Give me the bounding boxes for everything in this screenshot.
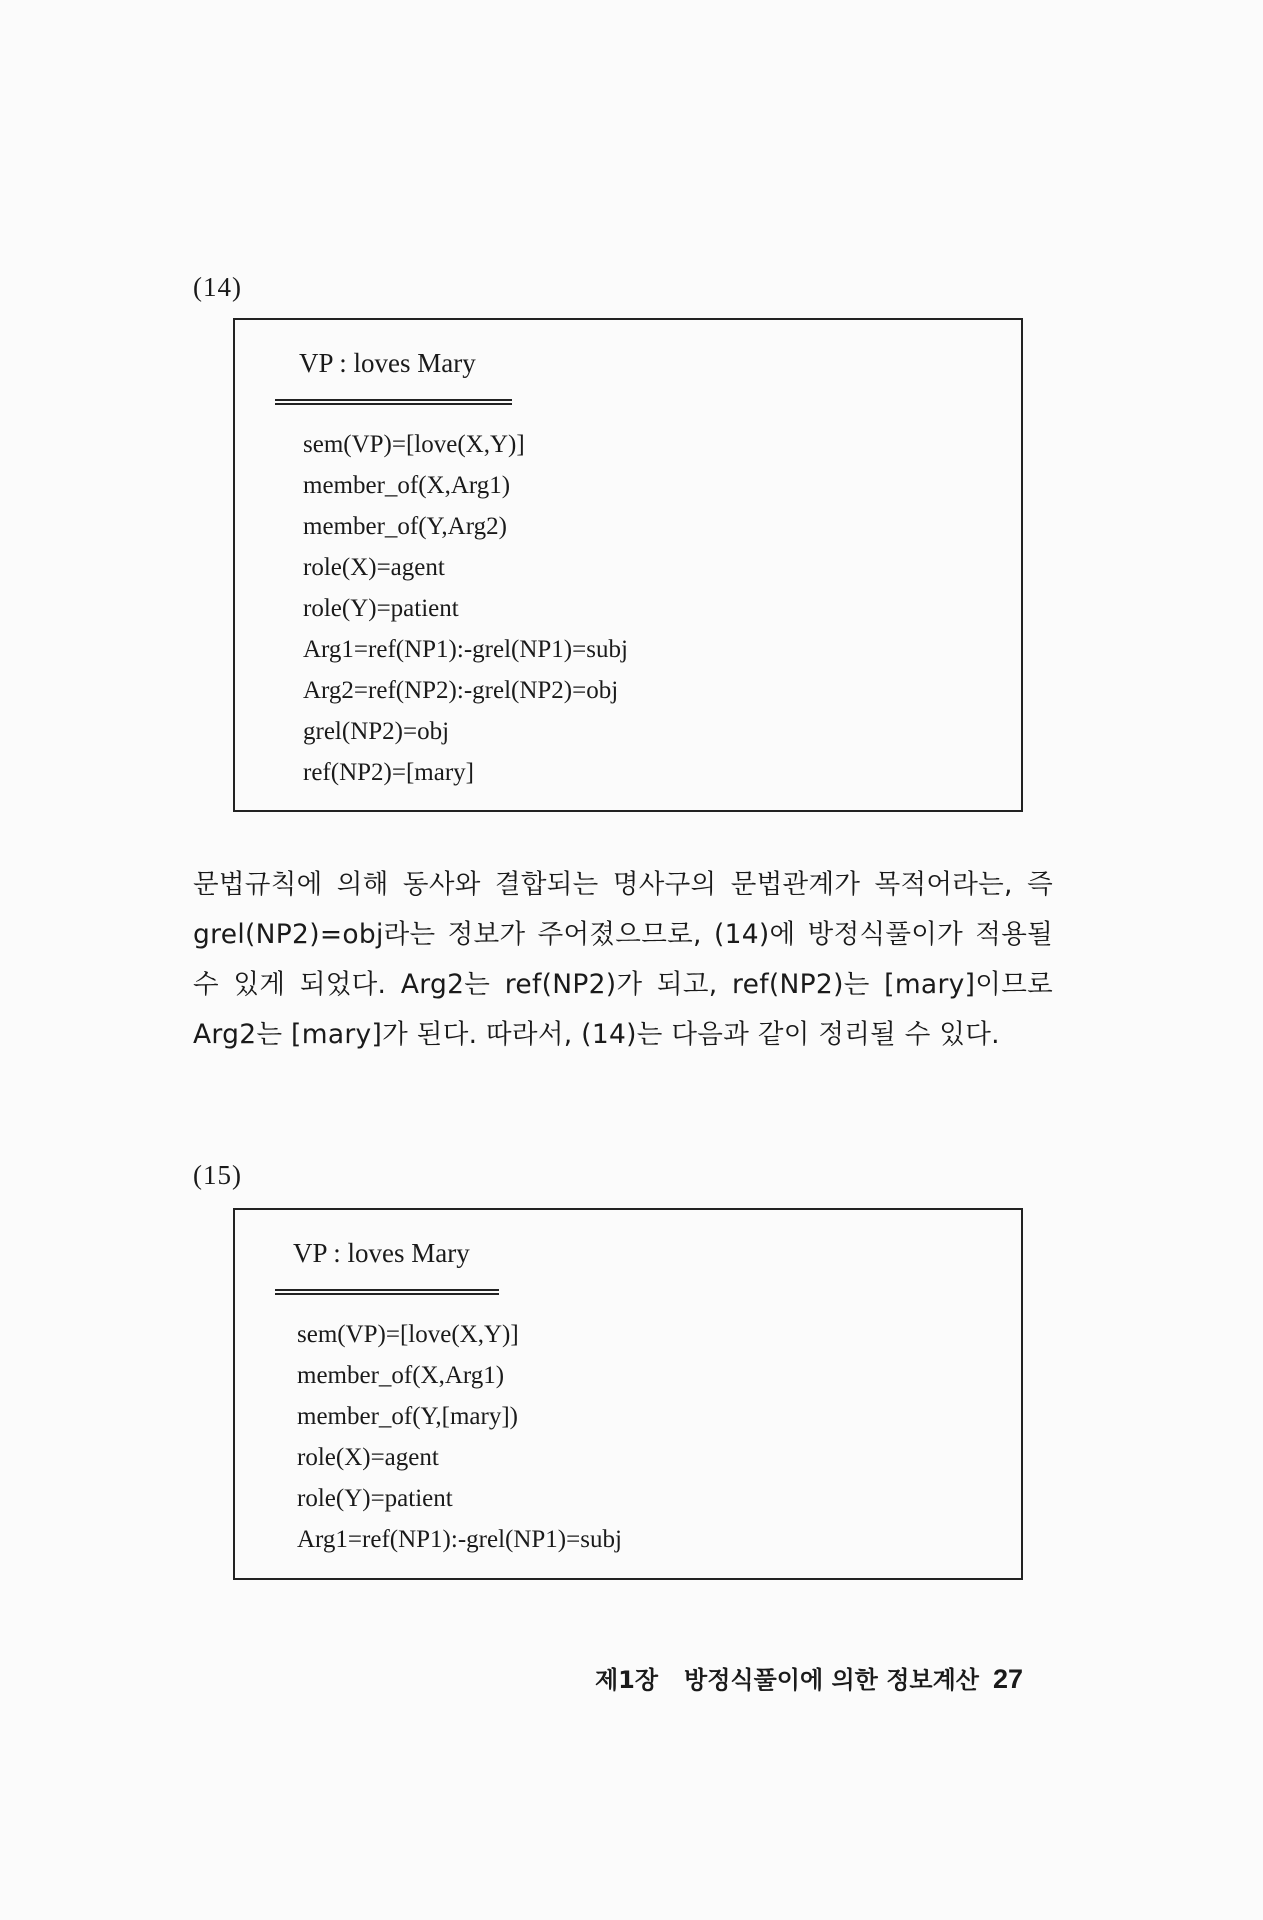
double-rule-divider — [275, 399, 512, 405]
body-paragraph: 문법규칙에 의해 동사와 결합되는 명사구의 문법관계가 목적어라는, 즉 grel(NP2)=obj라는 정보가 주어졌으므로, (14)에 방정식풀이가 적용될 수 있게 되었다. Arg2는 ref(NP2)가 되고, ref(NP2)는 [mary]이므로 Arg2는 [mary]가 된다. 따라서, (14)는 다음과 같이 정리될 수 있다. — [193, 869, 1053, 1050]
equation-line: role(X)=agent — [297, 1444, 439, 1471]
equation-line: role(Y)=patient — [303, 595, 459, 622]
equation-line: ref(NP2)=[mary] — [303, 759, 474, 786]
page-number: 27 — [992, 1664, 1023, 1694]
equation-line: role(X)=agent — [303, 554, 445, 581]
page-footer — [595, 1660, 1023, 1695]
equation-line: Arg1=ref(NP1):-grel(NP1)=subj — [297, 1526, 622, 1553]
equation-line: sem(VP)=[love(X,Y)] — [303, 431, 525, 458]
feature-structure-heading: VP : loves Mary — [299, 348, 476, 378]
double-rule-divider — [275, 1289, 499, 1295]
example-label: (15) — [193, 1160, 242, 1190]
equation-line: member_of(X,Arg1) — [303, 472, 511, 499]
equation-list — [303, 424, 628, 793]
equation-line: Arg1=ref(NP1):-grel(NP1)=subj — [303, 636, 628, 663]
equation-line: sem(VP)=[love(X,Y)] — [297, 1321, 519, 1348]
equation-line: Arg2=ref(NP2):-grel(NP2)=obj — [303, 677, 619, 704]
equation-line: member_of(Y,Arg2) — [303, 513, 507, 540]
example-label: (14) — [193, 272, 242, 302]
feature-structure-heading: VP : loves Mary — [293, 1238, 470, 1268]
equation-line: role(Y)=patient — [297, 1485, 453, 1512]
feature-structure-box — [233, 1208, 1023, 1580]
equation-line: member_of(X,Arg1) — [297, 1362, 505, 1389]
feature-structure-box — [233, 318, 1023, 812]
equation-line: member_of(Y,[mary]) — [297, 1403, 518, 1430]
equation-line: grel(NP2)=obj — [303, 718, 450, 745]
chapter-label: 제1장 — [594, 1666, 659, 1694]
equation-list — [297, 1314, 622, 1560]
running-title: 방정식풀이에 의한 정보계산 — [684, 1666, 979, 1694]
